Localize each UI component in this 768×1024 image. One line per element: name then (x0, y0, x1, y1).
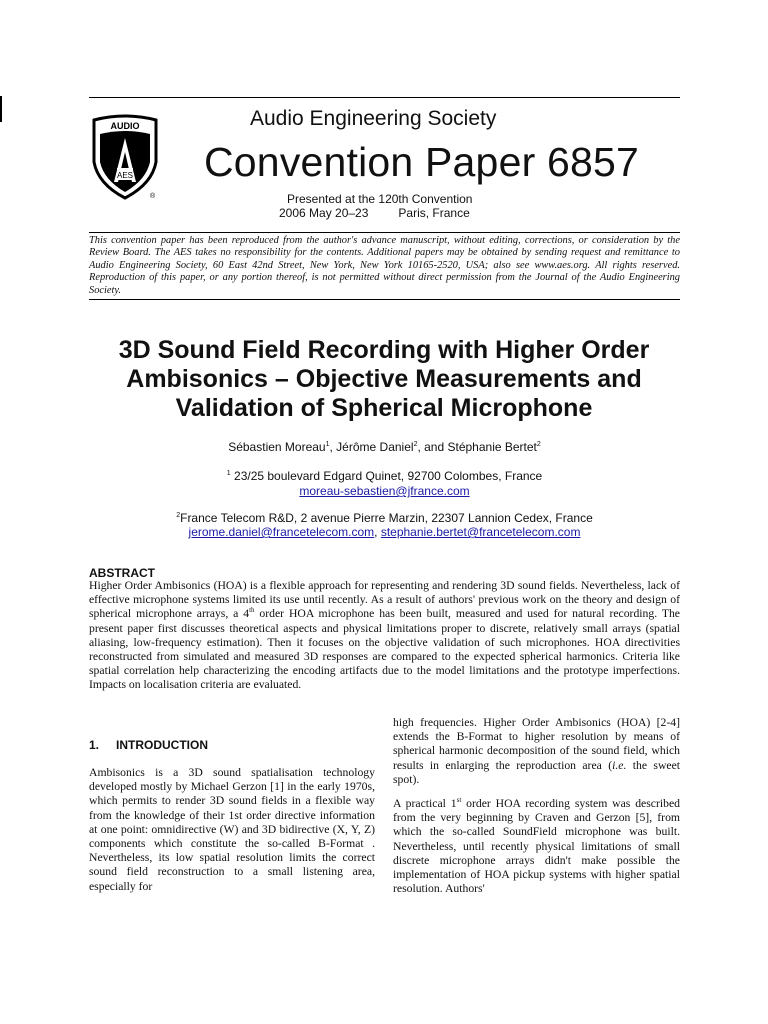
affiliation-1-address: 23/25 boulevard Edgard Quinet, 92700 Colombes, France (230, 469, 543, 483)
right-column-paragraph-2 (393, 797, 680, 896)
affiliation-1-sup: 1 (226, 470, 231, 477)
presented-line: Presented at the 120th Convention (287, 192, 473, 206)
affiliation-2-email-link-1[interactable]: jerome.daniel@francetelecom.com (188, 525, 375, 539)
paper-title (70, 336, 698, 423)
affiliation-1-email-line (89, 484, 680, 498)
title-line-1: 3D Sound Field Recording with Higher Order (118, 336, 650, 364)
intro-title: INTRODUCTION (116, 738, 209, 752)
abstract-body (89, 579, 680, 693)
affiliation-2-address: France Telecom R&D, 2 avenue Pierre Marzin, 22307 Lannion Cedex, France (180, 511, 593, 525)
abstract-heading: ABSTRACT (89, 566, 155, 580)
author-1-sup: 1 (325, 441, 330, 448)
intro-heading (89, 738, 208, 752)
right-para1-ie: i.e. (612, 758, 627, 772)
date-place-line: 2006 May 20–23 Paris, France (279, 206, 470, 220)
intro-number: 1. (89, 738, 100, 752)
right-para1-text-b: the sweet spot). (393, 758, 681, 786)
paper-type-title: Convention Paper 6857 (204, 139, 640, 185)
logo-aes-text: AES (116, 171, 134, 180)
logo-audio-text: AUDIO (110, 121, 140, 131)
affiliation-1-email-link[interactable]: moreau-sebastien@jfrance.com (299, 484, 470, 498)
affiliation-2 (89, 511, 680, 525)
affiliation-1 (89, 469, 680, 483)
aes-logo (90, 112, 160, 202)
intro-paragraph-1: Ambisonics is a 3D sound spatialisation technology developed mostly by Michael Gerzon [1] in the early 1970s, which permits to render 3D sound fields in a flexible way from the knowledge of their 1st order directive information at one point: omnidirective (W) and 3D bidirective (X, Y, Z) components which constitute the so-called B-Format . Nevertheless, its low spatial resolution limits the correct sound field reconstruction to a small listening area, especially for (89, 766, 375, 893)
right-para2-sup: st (456, 796, 462, 805)
author-3-sup: 2 (536, 441, 541, 448)
authors-line (89, 440, 680, 454)
abstract-sup: th (249, 606, 255, 615)
abstract-text-1: Higher Order Ambisonics (HOA) is a flexible approach for representing and rendering 3D sound fields. Nevertheless, lack of effective microphone systems limited its use until recently. As a result of authors' previous work on the theory and design of spherical microphone arrays, a 4 (89, 579, 680, 621)
email-separator: , (374, 525, 381, 539)
author-2: , Jérôme Daniel (329, 440, 414, 454)
affiliation-2-email-link-2[interactable]: stephanie.bertet@francetelecom.com (380, 525, 581, 539)
right-column-paragraph-1 (393, 716, 680, 787)
logo-registered: ® (150, 193, 156, 200)
disclaimer-bottom-rule (89, 299, 680, 300)
abstract-text-2: order HOA microphone has been built, measured and used for natural recording. The present paper first discusses theoretical aspects and physical limitations proper to discrete, relatively small arrays (spatial aliasing, low-frequency estimation). Then it focuses on the objective validation of such microphones. HOA directivities reconstructed from simulated and measured 3D responses are compared to the expected spherical harmonics. Criteria like spatial correlation help characterizing the encoding artifacts due to the model limitations and the prototype imperfections. Impacts on localisation criteria are evaluated. (89, 607, 680, 692)
top-rule (89, 97, 680, 98)
right-para1-text-a: high frequencies. Higher Order Ambisonics (HOA) [2-4] extends the B-Format to higher resolution by means of spherical harmonic decomposition of the sound field, which results in enlarging the reproduction area ( (393, 716, 680, 772)
disclaimer-top-rule (89, 232, 680, 233)
author-3: , and Stéphanie Bertet (417, 440, 537, 454)
disclaimer-text: This convention paper has been reproduced from the author's advance manuscript, without editing, corrections, or consideration by the Review Board. The AES takes no responsibility for the contents. Additional papers may be obtained by sending request and remittance to Audio Engineering Society, 60 East 42nd Street, New York, New York 10165-2520, USA; also see www.aes.org. All rights reserved. Reproduction of this paper, or any portion thereof, is not permitted without direct permission from the Journal of the Audio Engineering Society. (89, 235, 680, 296)
author-2-sup: 2 (413, 441, 418, 448)
affiliation-2-sup: 2 (176, 512, 181, 519)
right-para2-text-b: order HOA recording system was described from the very beginning by Craven and Gerzon [5], from which the so-called SoundField microphone was built. Nevertheless, until recently physical limitations of small discrete microphone arrays didn't make possible the implementation of HOA pickup systems with higher spatial resolution. Authors' (393, 797, 680, 896)
author-1: Sébastien Moreau (228, 440, 326, 454)
title-line-3: Validation of Spherical Microphone (175, 394, 593, 422)
right-para2-text-a: A practical 1 (393, 797, 457, 810)
page-edge-mark (0, 96, 2, 122)
organization-name: Audio Engineering Society (250, 107, 497, 130)
title-line-2: Ambisonics – Objective Measurements and (126, 365, 642, 393)
affiliation-2-email-line (89, 525, 680, 539)
